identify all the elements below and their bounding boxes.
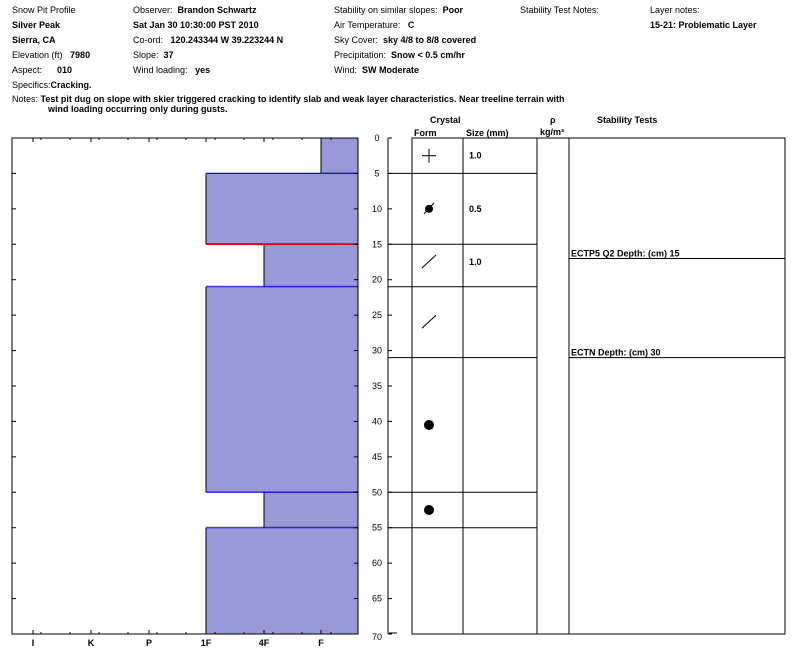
crystal-symbol-2 bbox=[422, 255, 436, 268]
hardness-label-I: I bbox=[31, 638, 35, 648]
observer-value: Brandon Schwartz bbox=[177, 5, 257, 15]
coord-value: 120.243344 W 39.223244 N bbox=[170, 35, 284, 45]
hardness-layer-5 bbox=[206, 528, 358, 634]
wind-loading-label: Wind loading: bbox=[133, 65, 188, 75]
region: Sierra, CA bbox=[12, 35, 56, 45]
depth-label-15: 15 bbox=[371, 239, 383, 250]
hardness-label-1F: 1F bbox=[200, 638, 212, 648]
crystal-symbol-5 bbox=[424, 505, 434, 515]
wind-loading-value: yes bbox=[195, 65, 211, 75]
notes-label: Notes: bbox=[12, 94, 39, 104]
depth-label-60: 60 bbox=[371, 558, 383, 569]
aspect-value: 010 bbox=[57, 65, 73, 75]
notes-line-1: Test pit dug on slope with skier triggered cracking to identify slab and weak layer characteristics. Near treeline terrain with bbox=[40, 94, 565, 104]
depth-label-35: 35 bbox=[371, 381, 383, 391]
sky-value: sky 4/8 to 8/8 covered bbox=[383, 35, 477, 45]
stability-value: Poor bbox=[442, 5, 464, 15]
depth-label-65: 65 bbox=[371, 593, 383, 604]
specifics-value: Cracking. bbox=[50, 80, 92, 90]
slope-label: Slope: bbox=[133, 50, 159, 60]
specifics-label: Specifics: bbox=[12, 80, 51, 90]
air-temp-value: C bbox=[407, 20, 415, 30]
stability-test-label-1: ECTN Depth: (cm) 30 bbox=[571, 347, 661, 358]
depth-label-25: 25 bbox=[371, 310, 383, 321]
crystal-symbol-4 bbox=[424, 420, 434, 430]
hardness-label-P: P bbox=[145, 638, 153, 648]
coord-label: Co-ord: bbox=[133, 35, 164, 45]
depth-label-20: 20 bbox=[371, 274, 383, 285]
layer-notes-label: Layer notes: bbox=[650, 5, 700, 15]
hardness-layer-1 bbox=[206, 173, 358, 244]
datetime: Sat Jan 30 10:30:00 PST 2010 bbox=[133, 20, 259, 30]
observer-label: Observer: bbox=[133, 5, 173, 15]
location: Silver Peak bbox=[12, 20, 61, 30]
size-header: Size (mm) bbox=[466, 128, 509, 138]
hardness-label-K: K bbox=[87, 638, 95, 648]
crystal-symbol-3 bbox=[422, 315, 436, 328]
notes-line-2: wind loading occurring only during gusts. bbox=[48, 104, 228, 114]
depth-label-5: 5 bbox=[374, 168, 380, 179]
slope-value: 37 bbox=[163, 50, 174, 60]
stability-test-notes-label: Stability Test Notes: bbox=[520, 5, 599, 15]
depth-label-30: 30 bbox=[371, 345, 383, 356]
wind-label: Wind: bbox=[334, 65, 358, 75]
crystal-table-frame bbox=[412, 138, 785, 634]
depth-label-50: 50 bbox=[371, 487, 383, 498]
hardness-layer-0 bbox=[321, 138, 358, 173]
stability-test-label-0: ECTP5 Q2 Depth: (cm) 15 bbox=[571, 248, 680, 259]
depth-label-0: 0 bbox=[374, 133, 380, 143]
precip-value: Snow < 0.5 cm/hr bbox=[391, 50, 465, 60]
sky-label: Sky Cover: bbox=[334, 35, 379, 45]
crystal-size-0: 1.0 bbox=[469, 150, 482, 161]
density-unit: kg/m³ bbox=[540, 127, 565, 137]
hardness-layer-2 bbox=[264, 244, 358, 287]
crystal-size-2: 1.0 bbox=[469, 257, 482, 267]
depth-label-40: 40 bbox=[371, 416, 383, 427]
crystal-header: Crystal bbox=[430, 115, 461, 125]
depth-label-10: 10 bbox=[371, 203, 383, 214]
elevation-label: Elevation (ft) bbox=[12, 50, 63, 60]
precip-label: Precipitation: bbox=[334, 50, 387, 60]
wind-value: SW Moderate bbox=[362, 65, 420, 75]
elevation-value: 7980 bbox=[70, 50, 91, 60]
depth-label-70: 70 bbox=[371, 632, 383, 642]
aspect-label: Aspect: bbox=[12, 65, 43, 75]
air-temp-label: Air Temperature: bbox=[334, 20, 401, 30]
stability-label: Stability on similar slopes: bbox=[334, 5, 438, 15]
hardness-label-4F: 4F bbox=[258, 638, 270, 648]
layer-notes-value: 15-21: Problematic Layer bbox=[650, 20, 757, 30]
form-header: Form bbox=[414, 128, 437, 138]
stability-tests-header: Stability Tests bbox=[597, 115, 658, 125]
density-header: ρ bbox=[550, 115, 556, 125]
hardness-layer-3 bbox=[206, 287, 358, 492]
hardness-layer-4 bbox=[264, 492, 358, 527]
depth-label-45: 45 bbox=[371, 451, 383, 462]
hardness-label-F: F bbox=[318, 638, 324, 648]
depth-label-55: 55 bbox=[371, 522, 383, 533]
profile-title: Snow Pit Profile bbox=[12, 5, 76, 15]
crystal-size-1: 0.5 bbox=[469, 203, 482, 214]
